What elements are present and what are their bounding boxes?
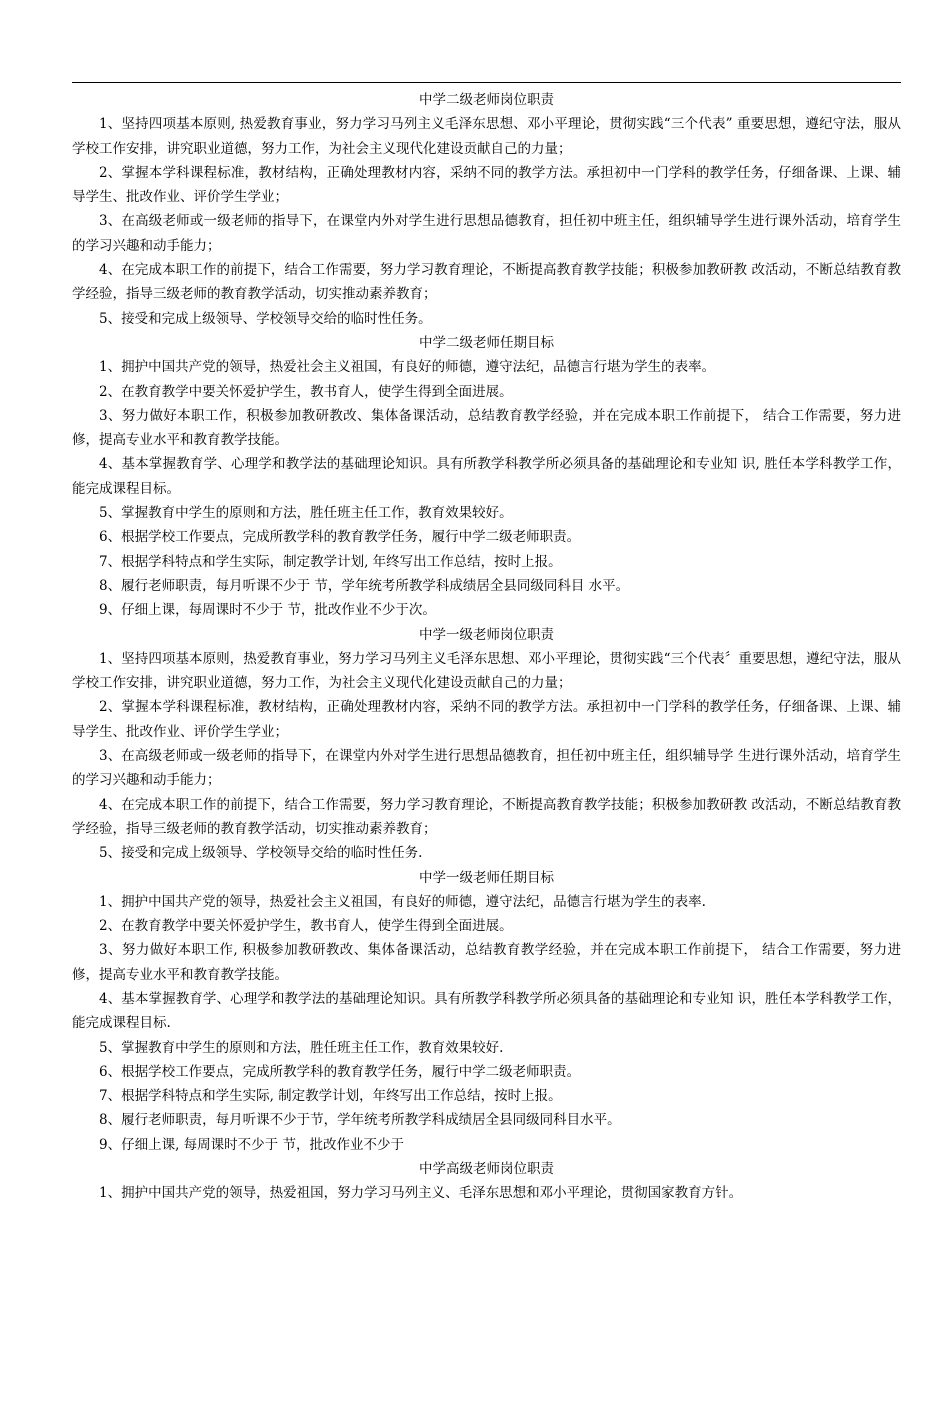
section-paragraph: 8、履行老师职责，每月听课不少于 节，学年统考所教学科成绩居全县同级同科目 水平。 (99, 577, 630, 594)
section-paragraph: 2、在教育教学中要关怀爱护学生，教书育人，使学生得到全面进展。 (99, 918, 513, 935)
section-paragraph: 4、基本掌握教育学、心理学和教学法的基础理论知识。具有所教学科教学所必须具备的基础理论和专业知 识, 胜任本学科教学工作，能完成课程目标。 (72, 456, 901, 497)
section-paragraph: 9、仔细上课, 每周课时不少于 节，批改作业不少于 (99, 1136, 404, 1153)
section-paragraph: 4、基本掌握教育学、心理学和教学法的基础理论知识。具有所教学科教学所必须具备的基础理论和专业知 识，胜任本学科教学工作，能完成课程目标. (72, 990, 901, 1032)
section-paragraph: 8、履行老师职责，每月听课不少于节，学年统考所教学科成绩居全县同级同科目水平。 (99, 1112, 621, 1129)
section-paragraph: 4、在完成本职工作的前提下，结合工作需要，努力学习教育理论，不断提高教育教学技能；积极参加教研教 改活动，不断总结教育教学经验，指导三级老师的教育教学活动，切实推动素养教育； (72, 262, 901, 303)
section-title: 中学一级老师岗位职责 (419, 626, 554, 643)
section-paragraph: 5、掌握教育中学生的原则和方法，胜任班主任工作，教育效果较好. (99, 1039, 504, 1056)
section-paragraph: 3、努力做好本职工作, 积极参加教研教改、集体备课活动，总结教育教学经验，并在完成本职工作前提下， 结合工作需要，努力进修，提高专业水平和教育教学技能。 (72, 942, 901, 983)
section-title: 中学二级老师岗位职责 (419, 92, 554, 108)
section-paragraph: 6、根据学校工作要点，完成所教学科的教育教学任务，履行中学二级老师职责。 (99, 1063, 581, 1080)
section-paragraph: 5、接受和完成上级领导、学校领导交给的临时性任务。 (99, 310, 432, 327)
section-paragraph: 9、仔细上课，每周课时不少于 节，批改作业不少于次。 (99, 602, 436, 619)
section-paragraph: 3、在高级老师或一级老师的指导下，在课堂内外对学生进行思想品德教育，担任初中班主任，组织辅导学 生进行课外活动，培育学生的学习兴趣和动手能力； (72, 748, 901, 789)
section-paragraph: 6、根据学校工作要点，完成所教学科的教育教学任务，履行中学二级老师职责。 (99, 529, 581, 546)
section-paragraph: 1、拥护中国共产党的领导，热爱祖国，努力学习马列主义、毛泽东思想和邓小平理论，贯彻国家教育方针。 (99, 1185, 743, 1202)
section-title: 中学二级老师任期目标 (419, 334, 554, 351)
section-paragraph: 2、掌握本学科课程标准，教材结构，正确处理教材内容，采纳不同的教学方法。承担初中一门学科的教学任务，仔细备课、上课、辅导学生、批改作业、评价学生学业； (72, 699, 901, 740)
section-paragraph: 4、在完成本职工作的前提下，结合工作需要，努力学习教育理论，不断提高教育教学技能；积极参加教研教 改活动，不断总结教育教学经验，指导三级老师的教育教学活动，切实推动素养教育； (72, 796, 901, 837)
section-paragraph: 5、掌握教育中学生的原则和方法，胜任班主任工作，教育效果较好。 (99, 505, 513, 522)
section-paragraph: 2、在教育教学中要关怀爱护学生，教书育人，使学生得到全面进展。 (99, 383, 513, 400)
section-paragraph: 1、拥护中国共产党的领导，热爱社会主义祖国，有良好的师德，遵守法纪，品德言行堪为学生的表率。 (99, 359, 716, 376)
section-paragraph: 1、拥护中国共产党的领导，热爱社会主义祖国，有良好的师德，遵守法纪，品德言行堪为学生的表率. (99, 893, 706, 910)
document-page (72, 82, 901, 1206)
section-paragraph: 1、坚持四项基本原则, 热爱教育事业，努力学习马列主义毛泽东思想、邓小平理论，贯彻实践“三个代表” 重要思想，遵纪守法，服从学校工作安排，讲究职业道德，努力工作，为社会主义现代化建设贡献自己的力量； (72, 116, 901, 157)
section-paragraph: 3、在高级老师或一级老师的指导下，在课堂内外对学生进行思想品德教育，担任初中班主任，组织辅导学生进行课外活动，培育学生的学习兴趣和动手能力； (72, 213, 901, 254)
section-paragraph: 3、努力做好本职工作，积极参加教研教改、集体备课活动，总结教育教学经验，并在完成本职工作前提下， 结合工作需要，努力进修，提高专业水平和教育教学技能。 (72, 407, 901, 449)
section-title: 中学一级老师任期目标 (419, 869, 554, 886)
section-paragraph: 7、根据学科特点和学生实际, 制定教学计划，年终写出工作总结，按时上报。 (99, 1088, 562, 1105)
section-paragraph: 2、掌握本学科课程标准，教材结构，正确处理教材内容，采纳不同的教学方法。承担初中一门学科的教学任务，仔细备课、上课、辅导学生、批改作业、评价学生学业； (72, 164, 901, 206)
section-title: 中学高级老师岗位职责 (419, 1161, 554, 1178)
section-paragraph: 1、坚持四项基本原则，热爱教育事业，努力学习马列主义毛泽东思想、邓小平理论，贯彻实践“三个代表〞重要思想，遵纪守法，服从学校工作安排，讲究职业道德，努力工作，为社会主义现代化建设贡献自己的力量； (72, 650, 901, 692)
section-paragraph: 7、根据学科特点和学生实际，制定教学计划, 年终写出工作总结，按时上报。 (99, 553, 562, 570)
section-paragraph: 5、接受和完成上级领导、学校领导交给的临时性任务. (99, 845, 423, 862)
